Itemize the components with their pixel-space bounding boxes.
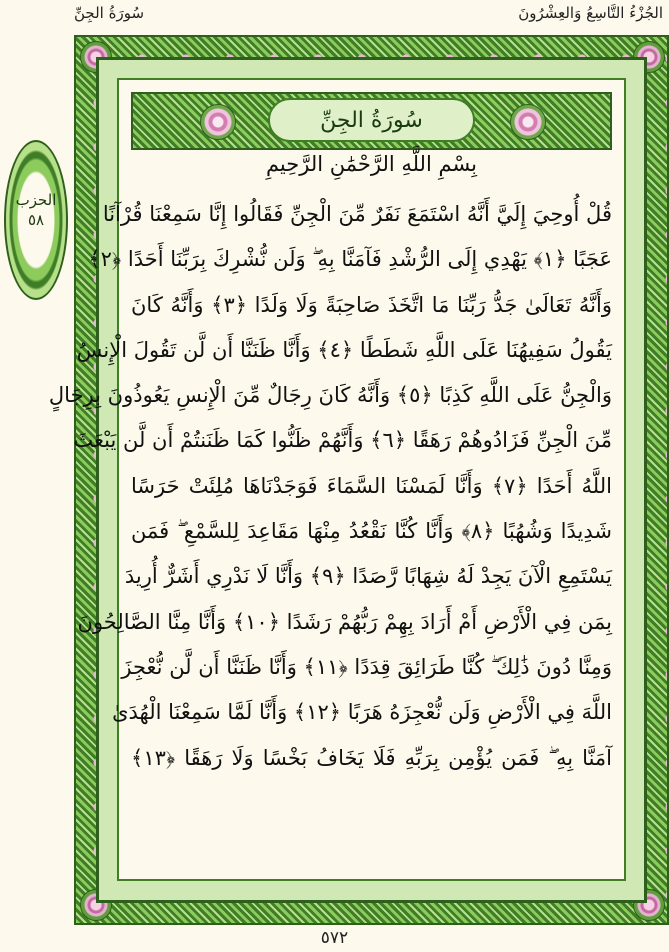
basmala: بِسْمِ اللَّهِ الرَّحْمَٰنِ الرَّحِيمِ [265,152,478,176]
verse-line: آمَنَّا بِهِ ۖ فَمَن يُؤْمِن بِرَبِّهِ فَلَا يَخَافُ بَخْسًا وَلَا رَهَقًا ﴿١٣﴾ [131,745,612,770]
verse-line: وَمِنَّا دُونَ ذَٰلِكَ ۖ كُنَّا طَرَائِقَ قِدَدًا ﴿١١﴾ وَأَنَّا ظَنَنَّا أَن لَّن نُّعْجِزَ [121,654,612,679]
hizb-number: ٥٨ [27,211,45,229]
title-rosette-icon [200,104,236,140]
verse-line: مِّنَ الْجِنِّ فَزَادُوهُمْ رَهَقًا ﴿٦﴾ وَأَنَّهُمْ ظَنُّوا كَمَا ظَنَنتُمْ أَن لَّن يَبْعَثَ [73,428,612,453]
surah-title: سُورَةُ الجِنِّ [268,98,475,142]
verse-line: عَجَبًا ﴿١﴾ يَهْدِي إِلَى الرُّشْدِ فَآمَنَّا بِهِ ۖ وَلَن نُّشْرِكَ بِرَبِّنَا أَحَدًا ﴿٢﴾ [88,247,612,272]
verse-line: شَدِيدًا وَشُهُبًا ﴿٨﴾ وَأَنَّا كُنَّا نَقْعُدُ مِنْهَا مَقَاعِدَ لِلسَّمْعِ ۖ فَمَن [131,519,612,544]
juz-header: الجُزْءُ التَّاسِعُ وَالعِشْرُونَ [518,4,663,22]
verse-line: بِمَن فِي الْأَرْضِ أَمْ أَرَادَ بِهِمْ رَبُّهُمْ رَشَدًا ﴿١٠﴾ وَأَنَّا مِنَّا الصَّالِحُونَ [77,609,612,634]
verse-line: وَأَنَّهُ تَعَالَىٰ جَدُّ رَبِّنَا مَا اتَّخَذَ صَاحِبَةً وَلَا وَلَدًا ﴿٣﴾ وَأَنَّهُ كَانَ [131,292,612,317]
page-number: ٥٧٢ [320,928,349,948]
verse-lines [48,192,612,781]
verse-line: قُلْ أُوحِيَ إِلَيَّ أَنَّهُ اسْتَمَعَ نَفَرٌ مِّنَ الْجِنِّ فَقَالُوا إِنَّا سَمِعْنَا قُرْآنًا [102,202,612,226]
verse-line: وَالْجِنُّ عَلَى اللَّهِ كَذِبًا ﴿٥﴾ وَأَنَّهُ كَانَ رِجَالٌ مِّنَ الْإِنسِ يَعُوذُونَ بِرِجَالٍ [48,383,612,408]
hizb-label: الحزب [15,191,57,209]
surah-header: سُورَةُ الجِنِّ [74,4,145,22]
hizb-marker [4,190,68,230]
title-rosette-icon [510,104,546,140]
verse-line: اللَّهَ فِي الْأَرْضِ وَلَن نُّعْجِزَهُ هَرَبًا ﴿١٢﴾ وَأَنَّا لَمَّا سَمِعْنَا الْهُدَىٰ [112,700,612,725]
verse-line: اللَّهُ أَحَدًا ﴿٧﴾ وَأَنَّا لَمَسْنَا السَّمَاءَ فَوَجَدْنَاهَا مُلِئَتْ حَرَسًا [131,473,612,498]
verse-line: يَقُولُ سَفِيهُنَا عَلَى اللَّهِ شَطَطًا ﴿٤﴾ وَأَنَّا ظَنَنَّا أَن لَّن تَقُولَ الْإِنسُ [76,337,612,362]
verse-line: يَسْتَمِعِ الْآنَ يَجِدْ لَهُ شِهَابًا رَّصَدًا ﴿٩﴾ وَأَنَّا لَا نَدْرِي أَشَرٌّ أُرِيدَ [124,564,612,589]
